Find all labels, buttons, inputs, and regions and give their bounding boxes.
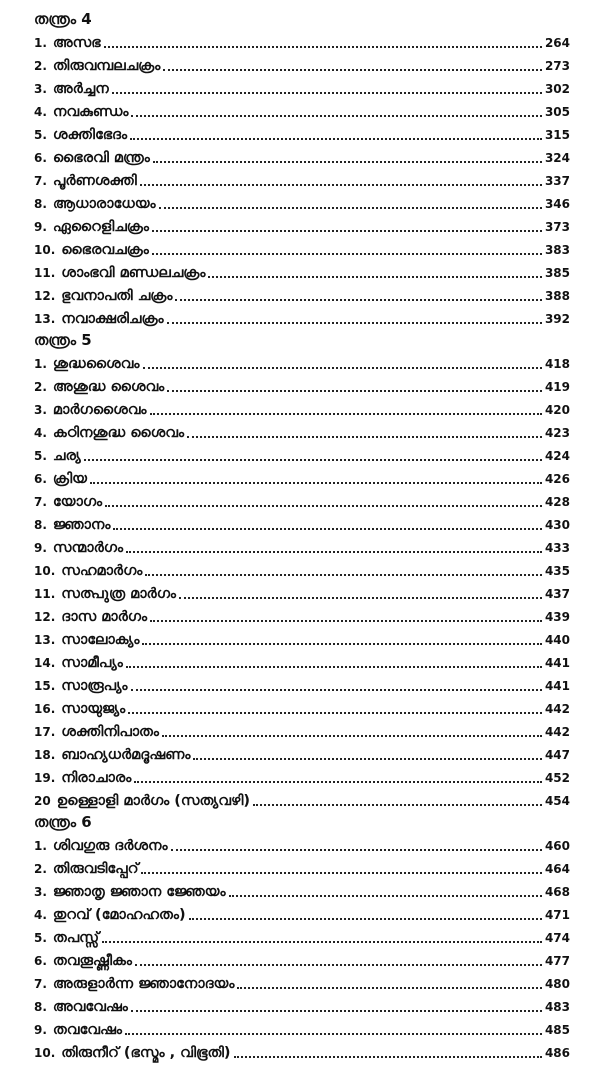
- toc-entry: [34, 351, 570, 374]
- toc-entry: [34, 420, 570, 443]
- entry-page-number: 418: [544, 357, 570, 371]
- entry-title: ഭുവനാപതി ചക്രം: [61, 288, 173, 304]
- dot-leader: [171, 849, 542, 851]
- toc-entry: [34, 604, 570, 627]
- entry-title: സത്പുത്ര മാർഗം: [61, 586, 176, 602]
- entry-number: 1.: [34, 839, 47, 853]
- entry-title: ജ്ഞാനം: [52, 517, 111, 533]
- entry-page-number: 315: [544, 128, 570, 142]
- dot-leader: [162, 735, 542, 737]
- entry-page-number: 264: [544, 36, 570, 50]
- dot-leader: [167, 390, 542, 392]
- toc-entry: [34, 879, 570, 902]
- entry-number: 8.: [34, 197, 47, 211]
- entry-title: ദാസ മാർഗം: [61, 609, 148, 625]
- toc-entry: [34, 443, 570, 466]
- entry-number: 5.: [34, 449, 47, 463]
- section-title: തന്ത്രം 5: [34, 331, 92, 349]
- dot-leader: [126, 666, 542, 668]
- entry-number: 3.: [34, 885, 47, 899]
- entry-number: 1.: [34, 357, 47, 371]
- section-title: തന്ത്രം 6: [34, 813, 92, 831]
- entry-page-number: 273: [544, 59, 570, 73]
- dot-leader: [253, 804, 542, 806]
- dot-leader: [104, 46, 542, 48]
- toc-entry: [34, 581, 570, 604]
- dot-leader: [150, 413, 542, 415]
- entry-title: തുറവ് (മോഹഹതം): [52, 907, 186, 923]
- toc-entry: [34, 30, 570, 53]
- toc-entry: [34, 719, 570, 742]
- toc-entry: [34, 512, 570, 535]
- dot-leader: [131, 689, 542, 691]
- dot-leader: [237, 987, 541, 989]
- entry-page-number: 440: [544, 633, 570, 647]
- entry-title: പൂർണശക്തി: [52, 173, 137, 189]
- entry-number: 20: [34, 794, 51, 808]
- section-entries: [34, 351, 570, 811]
- entry-page-number: 485: [544, 1023, 570, 1037]
- dot-leader: [125, 1033, 542, 1035]
- entry-page-number: 486: [544, 1046, 570, 1060]
- dot-leader: [84, 459, 542, 461]
- entry-title: തപസ്സ്: [52, 930, 100, 946]
- entry-page-number: 346: [544, 197, 570, 211]
- toc-section: [34, 329, 570, 811]
- entry-page-number: 464: [544, 862, 570, 876]
- toc-entry: [34, 374, 570, 397]
- toc-entry: [34, 535, 570, 558]
- entry-title: അസഭ: [52, 35, 101, 51]
- entry-title: നവാക്ഷരിചക്രം: [61, 311, 164, 327]
- toc-entry: [34, 260, 570, 283]
- toc-section: [34, 811, 570, 1063]
- entry-number: 8.: [34, 518, 47, 532]
- entry-number: 4.: [34, 908, 47, 922]
- entry-number: 15.: [34, 679, 56, 693]
- toc-entry: [34, 902, 570, 925]
- entry-number: 18.: [34, 748, 56, 762]
- toc-entry: [34, 650, 570, 673]
- toc-entry: [34, 558, 570, 581]
- toc-entry: [34, 99, 570, 122]
- dot-leader: [229, 895, 542, 897]
- toc-entry: [34, 122, 570, 145]
- toc-entry: [34, 765, 570, 788]
- entry-number: 6.: [34, 472, 47, 486]
- entry-number: 2.: [34, 862, 47, 876]
- entry-page-number: 452: [544, 771, 570, 785]
- toc-entry: [34, 925, 570, 948]
- dot-leader: [189, 918, 542, 920]
- entry-title: സാമീപ്യം: [61, 655, 123, 671]
- entry-number: 12.: [34, 289, 56, 303]
- entry-number: 3.: [34, 82, 47, 96]
- entry-page-number: 420: [544, 403, 570, 417]
- entry-number: 2.: [34, 380, 47, 394]
- entry-number: 9.: [34, 541, 47, 555]
- toc-entry: [34, 283, 570, 306]
- entry-title: സാരൂപ്യം: [61, 678, 128, 694]
- entry-title: തിരുവമ്പലചക്രം: [52, 58, 161, 74]
- toc-section: [34, 8, 570, 329]
- entry-number: 14.: [34, 656, 56, 670]
- toc-entry: [34, 237, 570, 260]
- toc-entry: [34, 971, 570, 994]
- toc-entry: [34, 833, 570, 856]
- entry-page-number: 302: [544, 82, 570, 96]
- entry-title: സാലോക്യം: [61, 632, 140, 648]
- entry-page-number: 439: [544, 610, 570, 624]
- entry-page-number: 480: [544, 977, 570, 991]
- entry-number: 12.: [34, 610, 56, 624]
- dot-leader: [152, 230, 542, 232]
- dot-leader: [105, 505, 542, 507]
- toc-entry: [34, 696, 570, 719]
- entry-number: 8.: [34, 1000, 47, 1014]
- entry-page-number: 426: [544, 472, 570, 486]
- toc-entry: [34, 168, 570, 191]
- dot-leader: [135, 964, 542, 966]
- toc-entry: [34, 214, 570, 237]
- entry-number: 6.: [34, 954, 47, 968]
- entry-title: ആധാരാധേയം: [52, 196, 156, 212]
- entry-number: 10.: [34, 243, 56, 257]
- entry-page-number: 430: [544, 518, 570, 532]
- entry-page-number: 305: [544, 105, 570, 119]
- entry-title: അവവേഷം: [52, 999, 128, 1015]
- dot-leader: [102, 941, 542, 943]
- dot-leader: [175, 299, 542, 301]
- entry-number: 11.: [34, 266, 56, 280]
- entry-number: 3.: [34, 403, 47, 417]
- entry-number: 13.: [34, 633, 56, 647]
- toc-entry: [34, 948, 570, 971]
- dot-leader: [131, 1010, 542, 1012]
- dot-leader: [208, 276, 542, 278]
- toc-entry: [34, 627, 570, 650]
- entry-title: ബാഹ്യധർമദൂഷണം: [61, 747, 191, 763]
- entry-title: ശുദ്ധശൈവം: [52, 356, 140, 372]
- entry-title: ഭൈരവചക്രം: [61, 242, 149, 258]
- entry-page-number: 441: [544, 679, 570, 693]
- entry-page-number: 423: [544, 426, 570, 440]
- dot-leader: [130, 138, 542, 140]
- entry-page-number: 477: [544, 954, 570, 968]
- entry-title: ക്രിയ: [52, 471, 87, 487]
- dot-leader: [163, 69, 542, 71]
- entry-page-number: 468: [544, 885, 570, 899]
- entry-page-number: 337: [544, 174, 570, 188]
- entry-title: മാർഗശൈവം: [52, 402, 147, 418]
- entry-page-number: 447: [544, 748, 570, 762]
- toc-entry: [34, 994, 570, 1017]
- toc-entry: [34, 673, 570, 696]
- entry-number: 11.: [34, 587, 56, 601]
- toc-entry: [34, 466, 570, 489]
- entry-number: 19.: [34, 771, 56, 785]
- entry-page-number: 441: [544, 656, 570, 670]
- entry-page-number: 324: [544, 151, 570, 165]
- toc-entry: [34, 306, 570, 329]
- entry-title: യോഗം: [52, 494, 103, 510]
- dot-leader: [193, 758, 541, 760]
- toc-entry: [34, 53, 570, 76]
- entry-title: തവതൂഷ്ണീകം: [52, 953, 132, 969]
- entry-number: 7.: [34, 977, 47, 991]
- entry-title: ശാംഭവി മണ്ഡലചക്രം: [61, 265, 206, 281]
- entry-page-number: 460: [544, 839, 570, 853]
- dot-leader: [167, 322, 542, 324]
- entry-number: 2.: [34, 59, 47, 73]
- dot-leader: [159, 207, 542, 209]
- entry-page-number: 392: [544, 312, 570, 326]
- entry-page-number: 385: [544, 266, 570, 280]
- entry-page-number: 383: [544, 243, 570, 257]
- dot-leader: [112, 92, 542, 94]
- toc-entry: [34, 856, 570, 879]
- entry-number: 4.: [34, 105, 47, 119]
- entry-title: ഭൈരവി മന്ത്രം: [52, 150, 150, 166]
- toc-entry: [34, 145, 570, 168]
- dot-leader: [143, 367, 542, 369]
- entry-number: 6.: [34, 151, 47, 165]
- entry-title: ജ്ഞാതൃ ജ്ഞാന ജ്ഞേയം: [52, 884, 226, 900]
- entry-title: ശക്തിനിപാതം: [61, 724, 159, 740]
- entry-title: തിരുനീറ് (ഭസ്മം , വിഭൂതി): [61, 1045, 231, 1061]
- dot-leader: [153, 161, 542, 163]
- entry-page-number: 424: [544, 449, 570, 463]
- dot-leader: [140, 184, 542, 186]
- entry-page-number: 442: [544, 725, 570, 739]
- dot-leader: [150, 620, 542, 622]
- entry-page-number: 471: [544, 908, 570, 922]
- entry-number: 10.: [34, 564, 56, 578]
- dot-leader: [187, 436, 542, 438]
- entry-title: നിരാചാരം: [61, 770, 132, 786]
- dot-leader: [145, 574, 542, 576]
- toc-entry: [34, 1017, 570, 1040]
- entry-title: സന്മാർഗം: [52, 540, 124, 556]
- entry-number: 9.: [34, 1023, 47, 1037]
- entry-title: ഉള്ളൊളി മാർഗം (സത്യവഴി): [56, 793, 251, 809]
- section-entries: [34, 30, 570, 329]
- dot-leader: [234, 1056, 542, 1058]
- toc-entry: [34, 397, 570, 420]
- dot-leader: [141, 872, 541, 874]
- entry-title: തവവേഷം: [52, 1022, 122, 1038]
- entry-page-number: 435: [544, 564, 570, 578]
- entry-title: അരുളാർന്ന ജ്ഞാനോദയം: [52, 976, 235, 992]
- section-title: തന്ത്രം 4: [34, 10, 92, 28]
- dot-leader: [126, 551, 542, 553]
- entry-number: 7.: [34, 174, 47, 188]
- toc-entry: [34, 191, 570, 214]
- dot-leader: [131, 115, 542, 117]
- entry-number: 7.: [34, 495, 47, 509]
- entry-page-number: 454: [544, 794, 570, 808]
- entry-number: 17.: [34, 725, 56, 739]
- entry-title: നവകുണ്ഡം: [52, 104, 129, 120]
- entry-page-number: 433: [544, 541, 570, 555]
- entry-number: 9.: [34, 220, 47, 234]
- entry-title: തിരുവടിപ്പേറ്: [52, 861, 139, 877]
- toc-entry: [34, 489, 570, 512]
- entry-page-number: 428: [544, 495, 570, 509]
- dot-leader: [152, 253, 542, 255]
- toc-entry: [34, 1040, 570, 1063]
- entry-page-number: 483: [544, 1000, 570, 1014]
- dot-leader: [142, 643, 541, 645]
- entry-number: 5.: [34, 128, 47, 142]
- entry-title: ശക്തിഭേദം: [52, 127, 128, 143]
- entry-title: കഠിനശുദ്ധ ശൈവം: [52, 425, 185, 441]
- dot-leader: [113, 528, 542, 530]
- toc-entry: [34, 742, 570, 765]
- entry-number: 16.: [34, 702, 56, 716]
- entry-page-number: 442: [544, 702, 570, 716]
- dot-leader: [179, 597, 542, 599]
- entry-page-number: 437: [544, 587, 570, 601]
- entry-title: അശുദ്ധ ശൈവം: [52, 379, 165, 395]
- entry-title: അർച്ചന: [52, 81, 109, 97]
- entry-title: ശിവഗുരു ദർശനം: [52, 838, 168, 854]
- entry-number: 1.: [34, 36, 47, 50]
- entry-number: 10.: [34, 1046, 56, 1060]
- entry-title: സഹമാർഗം: [61, 563, 143, 579]
- dot-leader: [134, 781, 542, 783]
- toc-entry: [34, 788, 570, 811]
- entry-number: 4.: [34, 426, 47, 440]
- entry-number: 13.: [34, 312, 56, 326]
- dot-leader: [128, 712, 542, 714]
- entry-page-number: 388: [544, 289, 570, 303]
- entry-number: 5.: [34, 931, 47, 945]
- entry-page-number: 474: [544, 931, 570, 945]
- dot-leader: [90, 482, 542, 484]
- section-entries: [34, 833, 570, 1063]
- entry-title: സായുജ്യം: [61, 701, 126, 717]
- toc-entry: [34, 76, 570, 99]
- entry-title: ചര്യ: [52, 448, 81, 464]
- entry-title: ഏറൈളിചക്രം: [52, 219, 149, 235]
- entry-page-number: 373: [544, 220, 570, 234]
- entry-page-number: 419: [544, 380, 570, 394]
